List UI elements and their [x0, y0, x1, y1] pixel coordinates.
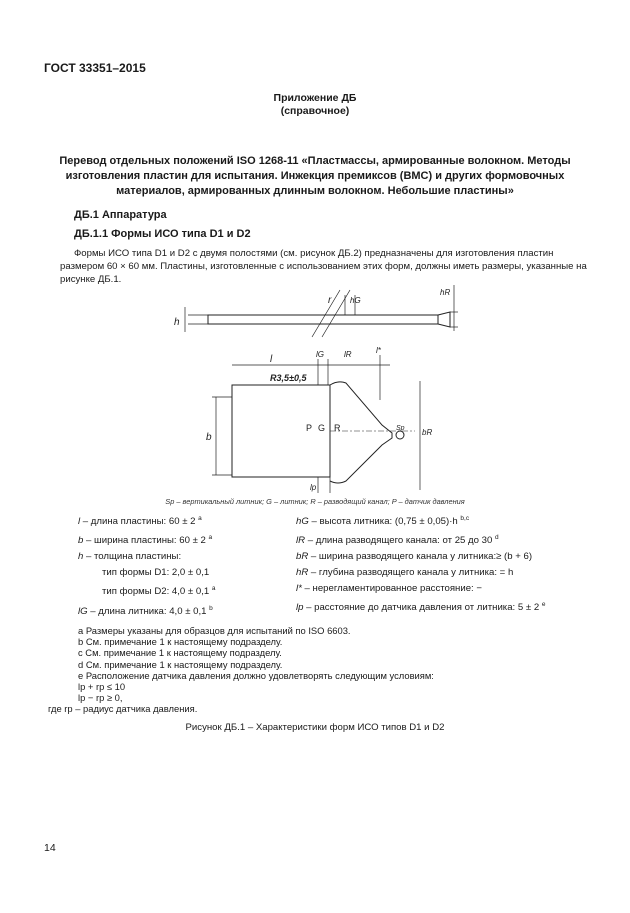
- label-lp: lp: [310, 483, 317, 492]
- figure-caption: Рисунок ДБ.1 – Характеристики форм ИСО типов D1 и D2: [185, 722, 445, 733]
- legend-row: тип формы D1: 2,0 ± 0,1: [102, 567, 210, 579]
- label-br: bR: [422, 428, 433, 437]
- legend-row: l – длина пластины: 60 ± 2 $^a$: [78, 515, 202, 528]
- footnote: e Расположение датчика давления должно удовлетворять следующим условиям:: [78, 669, 434, 681]
- label-sp: Sp: [396, 425, 405, 432]
- label-l: l: [270, 354, 273, 365]
- label-radius: R3,5±0,5: [270, 373, 307, 383]
- section-heading: ДБ.1 Аппаратура: [74, 209, 167, 221]
- footnote: b См. примечание 1 к настоящему подразделу.: [78, 636, 283, 648]
- legend-row: тип формы D2: 4,0 ± 0,1 $^a$: [102, 585, 216, 598]
- footnotes: [48, 625, 434, 715]
- footnote: a Размеры указаны для образцов для испытаний по ISO 6603.: [78, 625, 351, 636]
- legend-row: hR – глубина разводящего канала у литника: = h: [296, 567, 514, 579]
- label-p: P: [306, 423, 313, 433]
- label-r1: r: [328, 295, 332, 306]
- label-lg: lG: [316, 350, 324, 359]
- footnote: c См. примечание 1 к настоящему подразделу.: [78, 647, 282, 659]
- sprue-circle: [396, 431, 404, 439]
- label-rr: R: [334, 423, 341, 433]
- legend-row: lG – длина литника: 4,0 ± 0,1 $^b$: [78, 604, 213, 617]
- label-hg: hG: [350, 296, 361, 305]
- plate-plan-view: [232, 385, 330, 477]
- legend-row: b – ширина пластины: 60 ± 2 $^a$: [78, 534, 213, 547]
- footnote-formula: lp + rp ≤ 10: [78, 681, 126, 693]
- label-lr: lR: [344, 350, 352, 359]
- label-b: b: [206, 432, 212, 443]
- page-number: 14: [44, 842, 56, 854]
- document-header: ГОСТ 33351–2015: [44, 61, 146, 75]
- footnote: d См. примечание 1 к настоящему подразделу.: [78, 658, 283, 670]
- subsection-heading: ДБ.1.1 Формы ИСО типа D1 и D2: [74, 228, 251, 240]
- annex-subtitle: (справочное): [280, 105, 350, 117]
- label-hr-top: hR: [440, 288, 451, 297]
- legend-right: [296, 511, 545, 617]
- figure-legend-caption: Sp – вертикальный литник; G – литник; R – разводящий канал; P – датчик давления: [165, 497, 465, 506]
- legend-row: lp – расстояние до датчика давления от литника: 5 ± 2 $^e$: [296, 601, 546, 614]
- label-h: h: [174, 317, 180, 328]
- legend-row: bR – ширина разводящего канала у литника:≥ (b + 6): [296, 551, 533, 563]
- footnote-formula: lp − rp ≥ 0,: [78, 692, 123, 704]
- footnote: где rp – радиус датчика давления.: [48, 703, 198, 715]
- label-g: G: [318, 423, 326, 433]
- legend-row: lR – длина разводящего канала: от 25 до 30 $^d$: [296, 534, 499, 547]
- legend-left: [78, 511, 216, 620]
- legend-row: h – толщина пластины:: [78, 551, 182, 563]
- label-lstar: l*: [376, 346, 381, 355]
- annex-title: Приложение ДБ: [273, 92, 357, 104]
- document-title: Перевод отдельных положений ISO 1268-11 «Пластмассы, армированные волокном. Методы изготовления пластин для испытания. Инжекция премиксов (ВМС) и других формовочных материалов, армированных длинным волокном. Небольшие пластины»: [59, 155, 571, 197]
- legend-row: hG – высота литника: (0,75 ± 0,05)·h $^{b,c}$: [296, 515, 470, 528]
- legend-row: l* – нерегламентированное расстояние: −: [296, 583, 482, 595]
- mold-drawing: [150, 285, 480, 497]
- plate-side-view: [208, 315, 438, 324]
- body-paragraph: Формы ИСО типа D1 и D2 с двумя полостями (см. рисунок ДБ.2) предназначены для изготовления пластин размером 60 × 60 мм. Пластины, изготовленные с использованием этих форм, должны иметь размеры, указанные на рисунке ДБ.1.: [60, 248, 587, 285]
